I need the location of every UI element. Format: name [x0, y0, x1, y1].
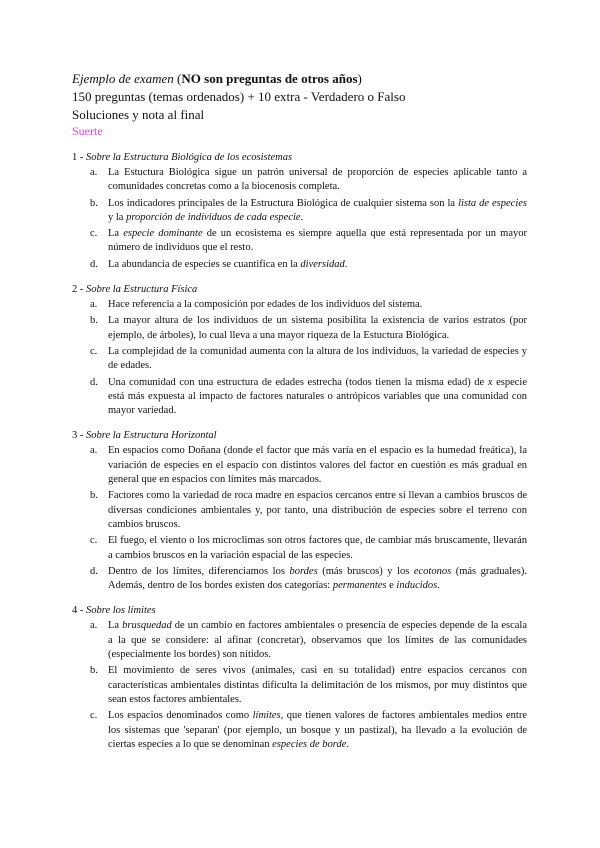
question-letter: d. — [90, 376, 98, 388]
question-text: Factores como la variedad de roca madre en espacios cercanos entre sí llevan a cambios bruscos de diversas condiciones ambientales y, por tanto, una distribución de especies sobre el terreno con cambios bruscos. — [108, 490, 527, 530]
question-text: Hace referencia a la composición por edades de los individuos del sistema. — [108, 299, 423, 311]
question-letter: c. — [90, 345, 98, 357]
header-line-2: 150 preguntas (temas ordenados) + 10 extra - Verdadero o Falso — [72, 89, 406, 104]
section-title — [72, 283, 527, 297]
question-text: de un ecosistema es siempre aquella que está representada por un mayor número de individuos que el resto. — [108, 228, 527, 254]
italic-term: límites — [252, 710, 281, 722]
question-text: La abundancia de especies se cuantifica en la — [108, 258, 301, 270]
question-section — [72, 604, 527, 752]
question-letter: c. — [90, 228, 98, 240]
question-list — [72, 444, 527, 593]
section-number: 1 - — [72, 152, 86, 163]
question-letter: a. — [90, 299, 98, 311]
question-item — [72, 298, 527, 312]
question-letter: b. — [90, 665, 98, 677]
section-topic: Sobre la Estructura Biológica de los ecosistemas — [86, 152, 293, 163]
italic-term: bordes — [289, 565, 318, 577]
italic-term: ecotonos — [413, 565, 452, 577]
question-letter: c. — [90, 710, 98, 722]
question-text: . — [437, 580, 440, 592]
section-title — [72, 604, 527, 618]
italic-term: lista de especies — [458, 197, 527, 209]
italic-term: brusquedad — [122, 620, 172, 632]
question-list — [72, 619, 527, 752]
question-section — [72, 151, 527, 272]
question-text: de un cambio en factores ambientales o presencia de especies depende de la escala a la que se considere: al afinar (concretar), observamos que los límites de las comunidades (especialmente los bordes) son nítidos. — [108, 620, 528, 661]
question-text: El movimiento de seres vivos (animales, casi en su totalidad) entre espacios cercanos con características ambientales distintas dificulta la delimitación de los mismos, por muy distintos que sean estos factores ambientales. — [108, 665, 527, 705]
question-list — [72, 298, 527, 418]
exam-example-label: Ejemplo de examen — [72, 71, 174, 86]
question-text: especie está más expuesta al impacto de factores naturales o antrópicos variables que una comunidad con mayor variedad. — [108, 376, 527, 417]
question-item — [72, 166, 527, 195]
paren-close: ) — [357, 71, 362, 86]
question-item — [72, 197, 527, 226]
question-sections — [72, 151, 527, 763]
question-letter: d. — [90, 565, 98, 577]
question-letter: b. — [90, 490, 98, 502]
question-text: La mayor altura de los individuos de un sistema posibilita la existencia de varios estratos (por ejemplo, de árboles), lo cual lleva a una mayor riqueza de la Estuctura Biológica. — [108, 315, 527, 341]
question-item — [72, 376, 527, 419]
question-section — [72, 429, 527, 593]
section-title — [72, 151, 527, 165]
question-text: Una comunidad con una estructura de edades estrecha (todos tienen la misma edad) de — [108, 376, 488, 388]
question-letter: c. — [90, 535, 98, 547]
question-text: La complejidad de la comunidad aumenta con la altura de los individuos, la variedad de especies y de edades. — [108, 345, 527, 372]
question-item — [72, 345, 527, 374]
question-text: La — [108, 620, 123, 632]
question-item — [72, 227, 527, 256]
question-letter: b. — [90, 197, 98, 209]
question-text: Los indicadores principales de la Estructura Biológica de cualquier sistema son la — [108, 197, 459, 209]
question-item — [72, 444, 527, 487]
question-text: . — [300, 211, 304, 223]
question-item — [72, 489, 527, 532]
question-letter: a. — [90, 445, 98, 457]
italic-term: inducidos — [396, 580, 438, 592]
section-topic: Sobre la Estructura Física — [86, 284, 198, 296]
question-text: (más bruscos) y los — [317, 565, 414, 577]
section-number: 3 - — [72, 430, 86, 442]
question-item — [72, 534, 527, 563]
question-item — [72, 314, 527, 343]
section-number: 2 - — [72, 284, 86, 296]
question-text: El fuego, el viento o los microclimas son otros factores que, de cambiar más bruscamente, llevarán a cambios bruscos en la variación espacial de las especies. — [108, 535, 527, 561]
question-item — [72, 258, 527, 272]
section-number: 4 - — [72, 605, 86, 617]
header-line-1 — [72, 70, 542, 88]
question-text: . — [346, 738, 350, 750]
italic-term: permanentes — [332, 580, 387, 592]
section-topic: Sobre los límites — [86, 605, 156, 617]
question-text: , que tienen valores de factores ambientales medios entre los sistemas que 'separan' (por ejemplo, un bosque y un pastizal), ha llevado a la evolución de ciertas especies a lo que se denominan — [108, 710, 527, 750]
italic-term: especies de borde — [272, 738, 347, 750]
italic-term: proporción de individuos de cada especie — [126, 211, 301, 223]
question-text: (más graduales). Además, dentro de los bordes existen dos categorías: — [108, 565, 528, 592]
question-letter: a. — [90, 167, 98, 178]
header-line-3: Soluciones y nota al final — [72, 107, 205, 122]
section-title — [72, 429, 527, 443]
question-letter: a. — [90, 620, 98, 632]
question-text: En espacios como Doñana (donde el factor que más varía en el espacio es la humedad freática), la variación de especies en el espacio con distintos valores del factor en cuestión es más gradual en general que en espacios con límites más marcados. — [108, 445, 527, 486]
question-item — [72, 664, 527, 707]
question-text: y la — [108, 211, 127, 223]
question-text: Dentro de los límites, diferenciamos los — [108, 565, 290, 577]
question-text: e — [386, 580, 397, 592]
question-text: Los espacios denominados como — [108, 710, 253, 722]
question-item — [72, 619, 527, 662]
question-text: . — [344, 258, 348, 270]
italic-term: diversidad — [300, 258, 345, 270]
question-text: La — [108, 228, 124, 240]
not-past-exams-note: NO son preguntas de otros años — [181, 71, 358, 86]
section-topic: Sobre la Estructura Horizontal — [86, 430, 217, 442]
italic-term: x — [487, 376, 493, 388]
question-letter: b. — [90, 315, 98, 327]
question-list — [72, 166, 527, 272]
good-luck-text: Suerte — [72, 124, 103, 138]
question-item — [72, 565, 527, 594]
question-item — [72, 709, 527, 752]
question-text: La Estuctura Biológica sigue un patrón universal de proporción de especies aplicable tanto a comunidades concretas como a la biocenosis completa. — [108, 167, 527, 193]
italic-term: especie dominante — [123, 228, 203, 240]
question-letter: d. — [90, 258, 98, 270]
exam-header — [72, 70, 542, 138]
question-section — [72, 283, 527, 418]
paren-open: ( — [173, 71, 182, 86]
